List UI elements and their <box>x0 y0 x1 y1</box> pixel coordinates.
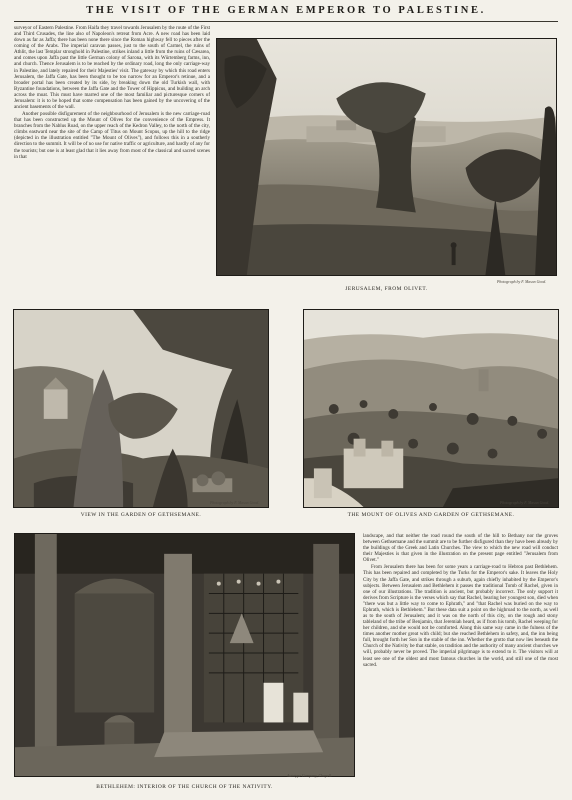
photo-jerusalem-from-olivet <box>216 38 557 276</box>
article-paragraph: landscape, and that neither the road round the south of the hill to Bethany nor the groves between Gethsemane and the summit are to be further disfigured than they have been already by the buildings of the Greek and Latin Churches. The view to which the new road will conduct their Majesties is that given in the illustration on the present page entitled "Jerusalem from Olivet." <box>363 533 558 564</box>
caption-bethlehem: BETHLEHEM: INTERIOR OF THE CHURCH OF THE NATIVITY. <box>96 784 273 790</box>
credit-mount-of-olives: Photograph by F. Mason Good. <box>500 501 550 505</box>
credit-gethsemane: Photograph by F. Mason Good. <box>210 501 260 505</box>
photo-church-of-the-nativity <box>14 533 355 777</box>
credit-bethlehem: Autotype Company, Chapell. <box>287 774 332 778</box>
header-rule <box>14 21 558 22</box>
gethsemane-illustration <box>14 310 268 507</box>
article-paragraph: From Jerusalem there has been for some years a carriage-road to Hebron past Bethlehem. This has been repaired and completed by the Turks for the Emperor's sake. It leaves the Holy City by the Jaffa Gate, and strikes through a suburb, again chiefly inhabited by the Emperor's subjects. Between Jerusalem and Bethlehem it passes the traditional Tomb of Rachel, given in one of our illustrations. The tradition is ancient, but probably incorrect. The only support it derives from Scripture is the verses which say that Rachel, bearing her youngest son, died when "there was but a little way to come to Ephrath," and "that Rachel was buried on the way to Ephrath, which is Bethlehem." But these data suit a point on the highroad to the north, as well as to the south of Jerusalem; and it was on the north of this city, on the rough and stony tableland of the tribe of Benjamin, that Jeremiah heard, as if from his tomb, Rachel weeping for her children, and she would not be comforted. Along this same way came in the fulness of the times another mother great with child; but she reached Bethlehem in safety, and, the inn being full, brought forth her Son in the stable of the inn. Whether the grotto that now lies beneath the Church of the Nativity be that stable, on tradition and the authority of many ancient churches we will, probably never be proved. The imperial pilgrimage is to extend to it. The visitors will at least see one of the oldest and most famous churches in the world, and still one of the most sacred. <box>363 564 558 668</box>
caption-gethsemane: VIEW IN THE GARDEN OF GETHSEMANE. <box>80 512 202 518</box>
article-column-right <box>363 533 558 788</box>
article-paragraph: surveyor of Eastern Palestine. From Haifa they travel towards Jerusalem by the route of the First and Third Crusades, the line also of Napoleon's retreat from Acre. A new road has been laid down as far as Jaffa; there has been none there since the Roman highway fell to pieces after the coming of the Arabs. The imperial caravan passes, just to the south of Carmel, the ruins of Athlit, the last Templar stronghold in Palestine, strikes inland a little from the ruins of Cæsarea, and comes upon Jaffa past the little German colony of Sarona, with its Würtemberg farms, inn, and church. Thence Jerusalem is to be reached by the ordinary road, long the only carriage-way in Palestine, and lately repaired for their Majesties' visit. The gateway by which this road enters Jerusalem, the Jaffa Gate, has been thought to be too narrow for an Emperor's retinue, and a broader portal has been created by its side, by breaking down the old Turkish wall, with Byzantine foundations, between the Jaffa Gate and the Tower of Hippicus, and building an arch across the moat. This must have marred one of the most familiar and picturesque corners of Jerusalem: it is to be hoped that some compensation has been gained by the uncovering of the ancient basements of the wall. <box>14 25 210 111</box>
article-paragraph: Another possible disfigurement of the neighbourhood of Jerusalem is the new carriage-road that has been constructed up the Mount of Olives for the convenience of the Empress. It branches from the Nablus Road, on the upper reach of the Kedron Valley, to the north of the city, climbs eastward near the site of the Camp of Titus on Mount Scopus, up the hill to the ridge (depicted in the illustration entitled "The Mount of Olives"), and follows this in a southerly direction to the summit. It will be of no use for native traffic or agriculture, and hardly of any for the tourists; but one is at least glad that it lies away from most of the classical and sacred scenes in that <box>14 111 210 160</box>
credit-jerusalem: Photograph by F. Mason Good. <box>497 280 547 284</box>
caption-jerusalem: JERUSALEM, FROM OLIVET. <box>345 286 428 292</box>
article-column-left <box>14 25 210 287</box>
photo-garden-of-gethsemane <box>13 309 269 508</box>
jerusalem-illustration <box>217 39 556 275</box>
nativity-church-illustration <box>15 534 354 776</box>
page-title: THE VISIT OF THE GERMAN EMPEROR TO PALESTINE. <box>86 5 486 16</box>
photo-mount-of-olives <box>303 309 559 508</box>
mount-of-olives-illustration <box>304 310 558 507</box>
caption-mount-of-olives: THE MOUNT OF OLIVES AND GARDEN OF GETHSEMANE. <box>347 512 515 518</box>
